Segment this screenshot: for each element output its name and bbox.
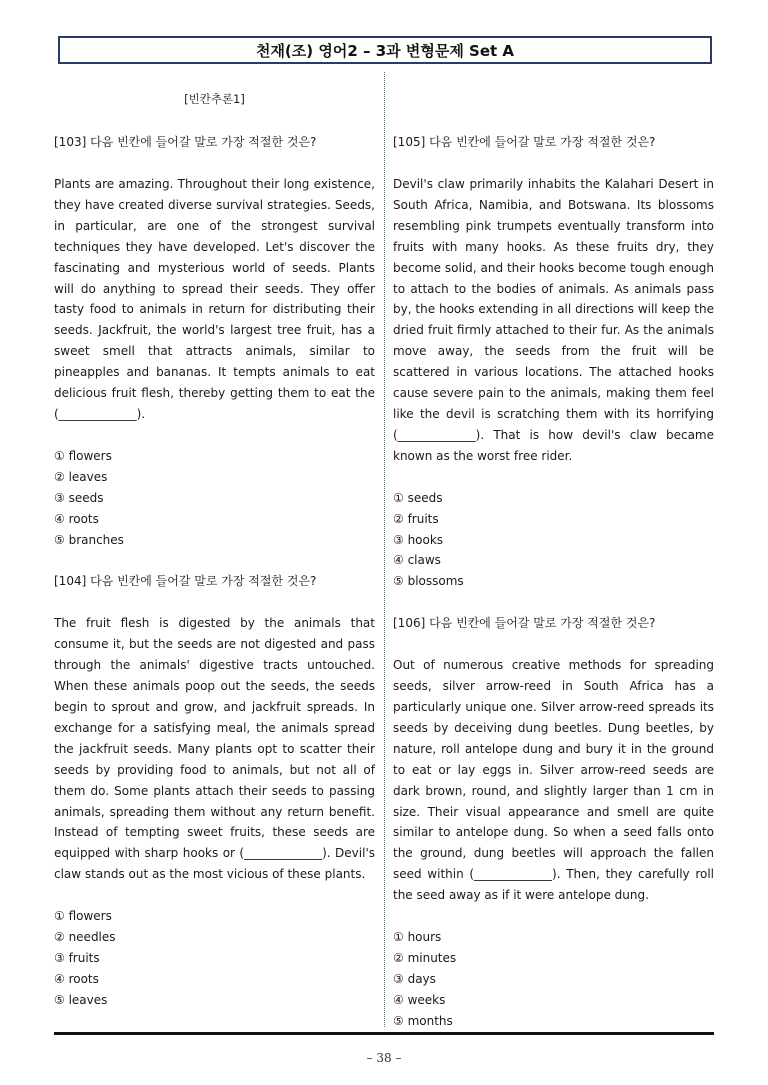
question-passage: Out of numerous creative methods for spreading seeds, silver arrow-reed in South Africa has a particularly unique one. Silver arrow-reed spreads its seeds by deceiving dung beetles. Dung beetles, by nature, roll antelope dung and bury it in the ground to eat or lay eggs in. Silver arrow-reed seeds are dark brown, round, and slightly larger than 1 cm in size. Their visual appearance and smell are quite similar to antelope dung. So when a seed falls onto the ground, dung beetles will approach the fallen seed within (_____________). Then, they carefully roll the seed away as if it were antelope dung. — [393, 658, 714, 903]
page-title: 천재(조) 영어2 – 3과 변형문제 Set A — [58, 36, 712, 64]
right-column — [393, 90, 714, 1053]
question-passage: Plants are amazing. Throughout their long existence, they have created diverse survival strategies. Seeds, in particular, are one of the strongest survival techniques they have developed. Let's discover the fascinating and mysterious world of seeds. Plants will do anything to spread their seeds. They offer tasty food to animals in return for distributing their seeds. Jackfruit, the world's largest tree fruit, has a sweet smell that attracts animals, similar to pineapples and bananas. It tempts animals to eat delicious fruit flesh, thereby getting them to eat the (_____________). — [54, 177, 375, 421]
left-column — [54, 90, 375, 1032]
footer-rule — [54, 1032, 714, 1035]
answer-option: ② fruits — [393, 511, 439, 526]
answer-option: ④ roots — [54, 971, 99, 986]
answer-option: ③ days — [393, 971, 436, 986]
question-heading: [103] 다음 빈칸에 들어갈 말로 가장 적절한 것은? — [54, 135, 317, 149]
question-heading: [106] 다음 빈칸에 들어갈 말로 가장 적절한 것은? — [393, 616, 656, 631]
answer-option: ③ hooks — [393, 532, 444, 547]
answer-option: ① hours — [393, 930, 442, 945]
section-label: [빈칸추론1] — [184, 92, 245, 106]
answer-option: ① flowers — [54, 448, 112, 463]
question-heading: [105] 다음 빈칸에 들어갈 말로 가장 적절한 것은? — [393, 135, 656, 149]
answer-option: ⑤ branches — [54, 532, 124, 547]
question-106 — [393, 613, 714, 1031]
answer-option: ④ claws — [393, 553, 441, 568]
answer-option: ④ weeks — [393, 992, 446, 1007]
question-105 — [393, 132, 714, 592]
answer-options — [54, 446, 375, 551]
answer-options — [393, 488, 714, 593]
page-number: – 38 – — [366, 1051, 402, 1065]
answer-option: ⑤ blossoms — [393, 574, 464, 589]
question-passage: Devil's claw primarily inhabits the Kalahari Desert in South Africa, Namibia, and Botswana. Its blossoms resembling pink trumpets eventually transform into fruits with many hooks. As these fruits dry, they become solid, and their hooks become tough enough to attach to the bodies of animals. As animals pass by, the hooks extending in all directions will keep the dried fruit firmly attached to their fur. As the animals move away, the seeds from the fruit will be scattered in various locations. The attached hooks cause severe pain to the animals, making them feel like the devil is scratching them with its horrifying (_____________). That is how devil's claw became known as the worst free rider. — [393, 177, 714, 463]
answer-option: ② needles — [54, 930, 116, 945]
answer-option: ③ seeds — [54, 490, 104, 505]
answer-option: ① flowers — [54, 909, 112, 924]
answer-option: ② minutes — [393, 951, 457, 965]
answer-option: ① seeds — [393, 490, 443, 505]
question-heading: [104] 다음 빈칸에 들어갈 말로 가장 적절한 것은? — [54, 574, 317, 589]
answer-option: ③ fruits — [54, 951, 100, 965]
answer-option: ④ roots — [54, 511, 99, 526]
question-103 — [54, 132, 375, 550]
question-104 — [54, 571, 375, 1010]
answer-option: ⑤ leaves — [54, 992, 108, 1007]
column-divider — [384, 72, 385, 1027]
answer-options — [393, 927, 714, 1032]
question-passage: The fruit flesh is digested by the animals that consume it, but the seeds are not digested and pass through the animals' digestive tracts untouched. When these animals poop out the seeds, the seeds begin to sprout and grow, and jackfruit spreads. In exchange for a satisfying meal, the animals spread the jackfruit seeds. Many plants opt to scatter their seeds by providing food to animals, but not all of them do. Some plants attach their seeds to passing animals, spreading them without any return benefit. Instead of tempting sweet fruits, these seeds are equipped with sharp hooks or (_____________). Devil's claw stands out as the most vicious of these plants. — [54, 616, 375, 882]
answer-option: ⑤ months — [393, 1013, 453, 1028]
answer-option: ② leaves — [54, 469, 108, 484]
column-spacer — [393, 90, 714, 132]
answer-options — [54, 906, 375, 1011]
